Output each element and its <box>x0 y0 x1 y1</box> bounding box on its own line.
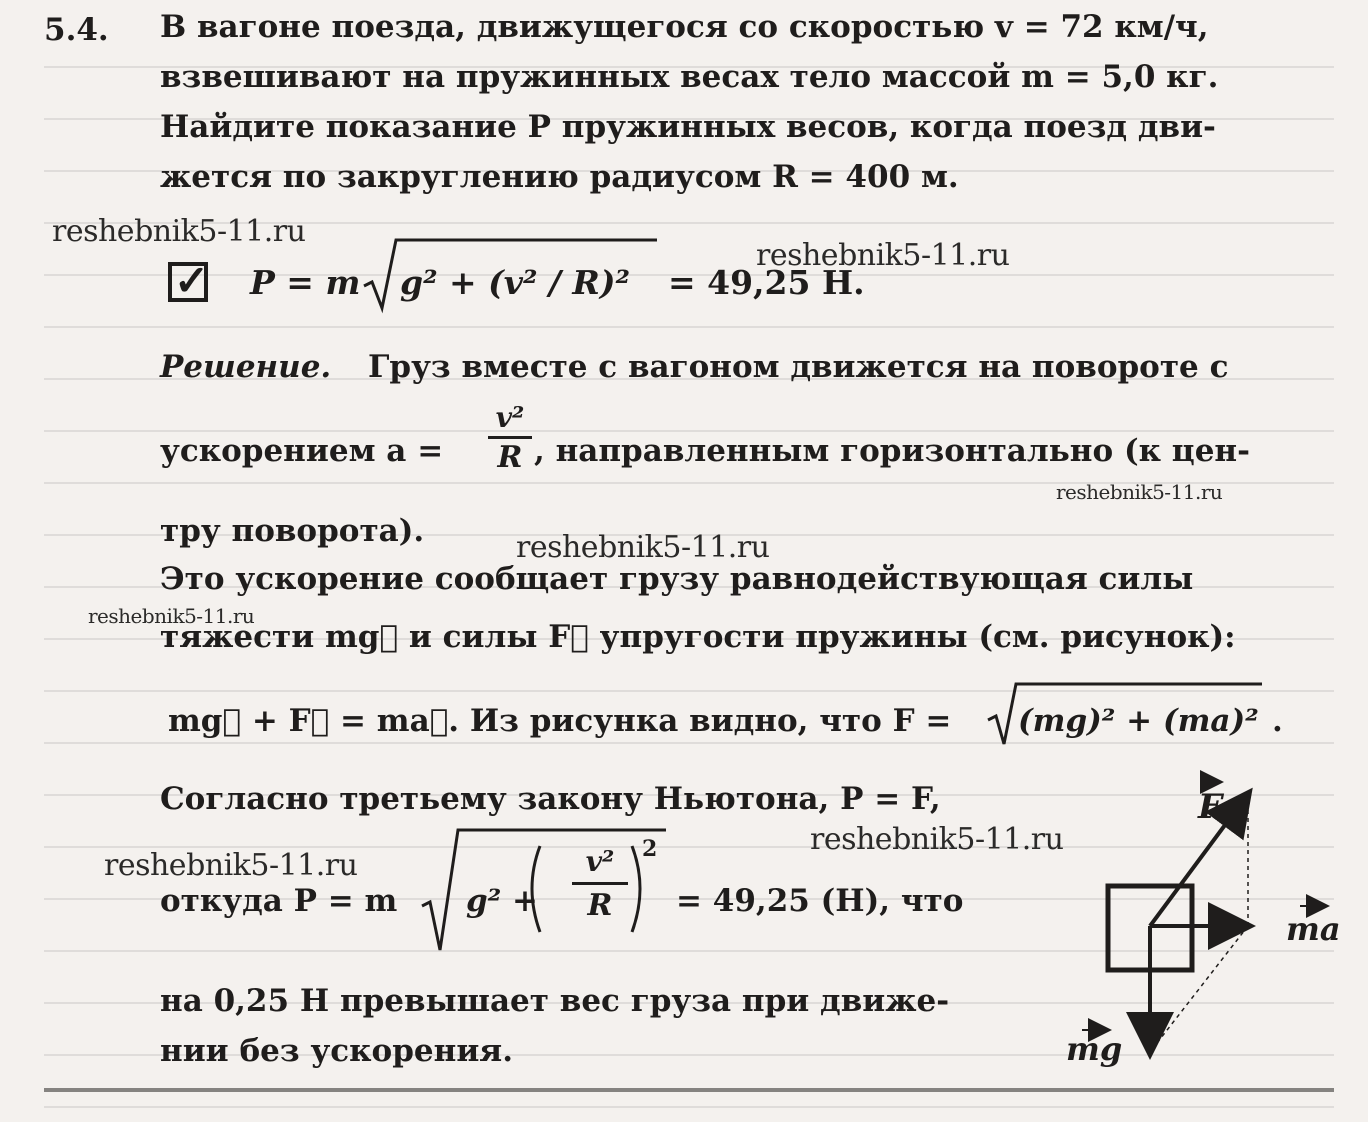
final-fraction-denominator: R <box>587 888 613 923</box>
solution-line-5: тяжести mg⃗ и силы F⃗ упругости пружины (см. рисунок): <box>160 619 1236 655</box>
solution-line-3: тру поворота). <box>160 513 425 549</box>
solution-line-8-end: = 49,25 (Н), что <box>676 883 964 919</box>
solution-line-1: Груз вместе с вагоном движется на повороте с <box>368 349 1229 385</box>
fraction-bar <box>488 436 532 439</box>
answer-radicand: g² + (v² / R)² <box>400 263 630 302</box>
problem-line-2: взвешивают на пружинных весах тело массой m = 5,0 кг. <box>160 59 1219 95</box>
fraction-denominator: R <box>497 440 523 475</box>
final-fraction-numerator: v² <box>585 845 615 878</box>
final-square-exponent: 2 <box>642 836 658 862</box>
next-problem-edge <box>44 1088 1334 1092</box>
label-mg: mg <box>1066 1030 1123 1068</box>
watermark: reshebnik5-11.ru <box>516 530 770 565</box>
acceleration-fraction <box>488 401 532 475</box>
solution-line-6-start: mg⃗ + F⃗ = ma⃗. Из рисунка видно, что F = <box>168 703 952 739</box>
dashed-guide-2 <box>1150 926 1248 1052</box>
force-radicand: (mg)² + (ma)² <box>1018 703 1259 739</box>
problem-line-1: В вагоне поезда, движущегося со скоростью v = 72 км/ч, <box>160 9 1209 45</box>
solution-label: Решение. <box>160 349 332 385</box>
solution-line-7: Согласно третьему закону Ньютона, P = F, <box>160 781 941 817</box>
final-fraction <box>572 845 628 923</box>
fraction-numerator: v² <box>495 401 525 434</box>
problem-number: 5.4. <box>44 12 109 48</box>
watermark: reshebnik5-11.ru <box>756 238 1010 273</box>
watermark: reshebnik5-11.ru <box>52 214 306 249</box>
solution-line-2-start: ускорением a = <box>160 433 444 469</box>
solution-line-8-start: откуда P = m <box>160 883 398 919</box>
answer-result: = 49,25 Н. <box>668 263 865 302</box>
watermark: reshebnik5-11.ru <box>88 604 255 628</box>
force-diagram <box>1060 760 1360 1070</box>
answer-lhs: P = m <box>250 263 361 302</box>
solution-line-9: на 0,25 Н превышает вес груза при движе- <box>160 983 950 1019</box>
label-F: F <box>1198 787 1223 827</box>
watermark: reshebnik5-11.ru <box>104 848 358 883</box>
problem-line-3: Найдите показание P пружинных весов, когда поезд дви- <box>160 109 1216 145</box>
final-radical <box>420 826 670 956</box>
solution-line-6-end: . <box>1272 703 1283 739</box>
final-radicand-start: g² + <box>466 883 539 919</box>
problem-line-4: жется по закруглению радиусом R = 400 м. <box>160 159 959 195</box>
solution-line-2-end: , направленным горизонтально (к цен- <box>534 433 1250 469</box>
watermark: reshebnik5-11.ru <box>1056 480 1223 504</box>
solution-line-4: Это ускорение сообщает грузу равнодействующая силы <box>160 561 1194 597</box>
label-ma: ma <box>1286 910 1341 948</box>
watermark: reshebnik5-11.ru <box>810 822 1064 857</box>
final-fraction-bar <box>572 882 628 885</box>
answer-check-icon: ✓ <box>168 262 208 302</box>
solution-line-10: нии без ускорения. <box>160 1033 514 1069</box>
